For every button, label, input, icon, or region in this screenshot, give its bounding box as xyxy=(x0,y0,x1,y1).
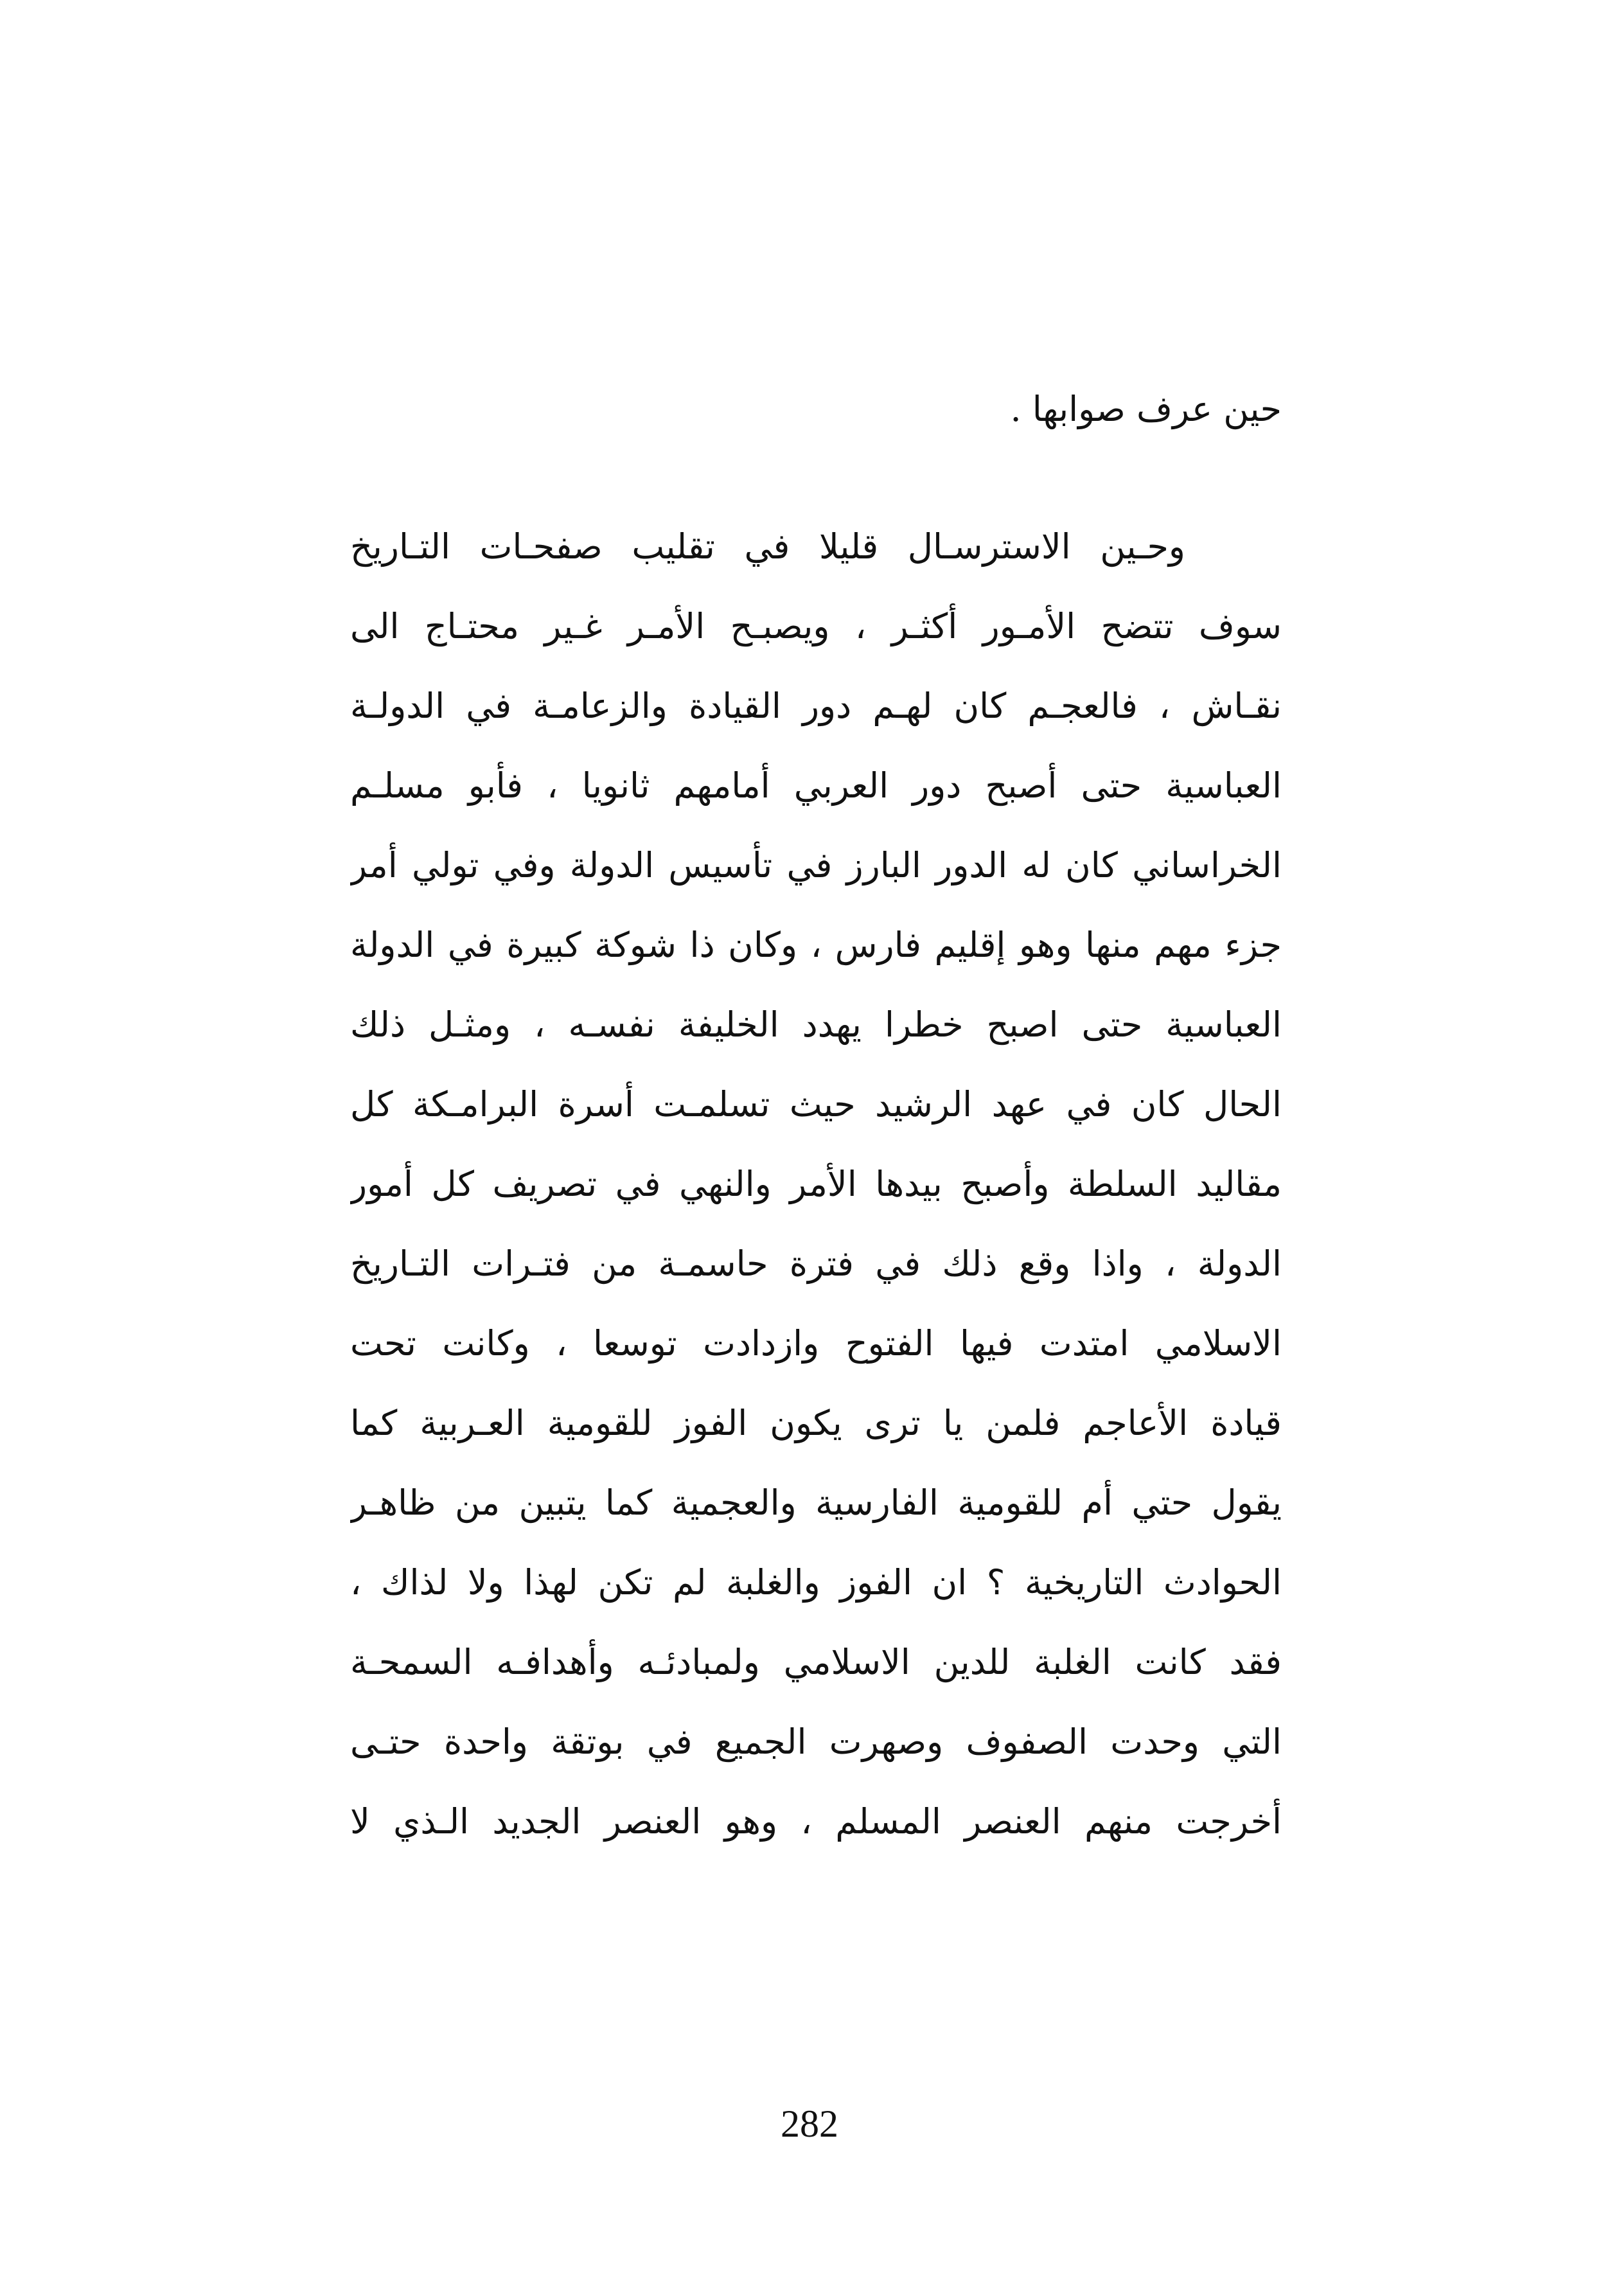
text-line: سوف تتضح الأمـور أكثـر ، ويصبـح الأمـر غـير محتـاج الى xyxy=(350,606,1282,646)
text-line: فقد كانت الغلبة للدين الاسلامي ولمبادئـه وأهدافـه السمحـة xyxy=(350,1642,1282,1682)
text-line: حين عرف صوابها . xyxy=(1010,389,1282,429)
body-text xyxy=(350,369,1282,1862)
text-line: يقول حتي أم للقومية الفارسية والعجمية كما يتبين من ظاهـر xyxy=(350,1482,1282,1523)
text-line: العباسية حتى أصبح دور العربي أمامهم ثانويا ، فأبو مسلـم xyxy=(350,765,1282,806)
text-line: وحـين الاسترسـال قليلا في تقليب صفحـات التـاريخ xyxy=(350,526,1185,567)
text-line: الخراساني كان له الدور البارز في تأسيس الدولة وفي تولي أمر xyxy=(350,845,1282,885)
paragraph xyxy=(350,507,1282,1862)
text-line: العباسية حتى اصبح خطرا يهدد الخليفة نفسـه ، ومثـل ذلك xyxy=(350,1004,1282,1045)
text-line: قيادة الأعاجم فلمن يا ترى يكون الفوز للقومية العـربية كما xyxy=(350,1403,1282,1443)
text-line: الدولة ، واذا وقع ذلك في فترة حاسمـة من فتـرات التـاريخ xyxy=(350,1243,1282,1284)
paragraph-spacer xyxy=(350,449,1282,507)
text-line: الحوادث التاريخية ؟ ان الفوز والغلبة لم تكن لهذا ولا لذاك ، xyxy=(350,1562,1282,1603)
text-line: أخرجت منهم العنصر المسلم ، وهو العنصر الجديد الـذي لا xyxy=(350,1801,1282,1842)
text-line: الاسلامي امتدت فيها الفتوح وازدادت توسعا ، وكانت تحت xyxy=(350,1323,1282,1364)
text-line: مقاليد السلطة وأصبح بيدها الأمر والنهي في تصريف كل أمور xyxy=(350,1164,1282,1204)
page-number: 282 xyxy=(781,2103,838,2145)
paragraph xyxy=(350,369,1282,449)
text-line: الحال كان في عهد الرشيد حيث تسلمـت أسرة البرامـكة كل xyxy=(350,1084,1282,1125)
text-line: جزء مهم منها وهو إقليم فارس ، وكان ذا شوكة كبيرة في الدولة xyxy=(350,925,1282,965)
text-line: نقـاش ، فالعجـم كان لهـم دور القيادة والزعامـة في الدولـة xyxy=(350,686,1282,726)
text-line: التي وحدت الصفوف وصهرت الجميع في بوتقة واحدة حتـى xyxy=(350,1722,1282,1762)
